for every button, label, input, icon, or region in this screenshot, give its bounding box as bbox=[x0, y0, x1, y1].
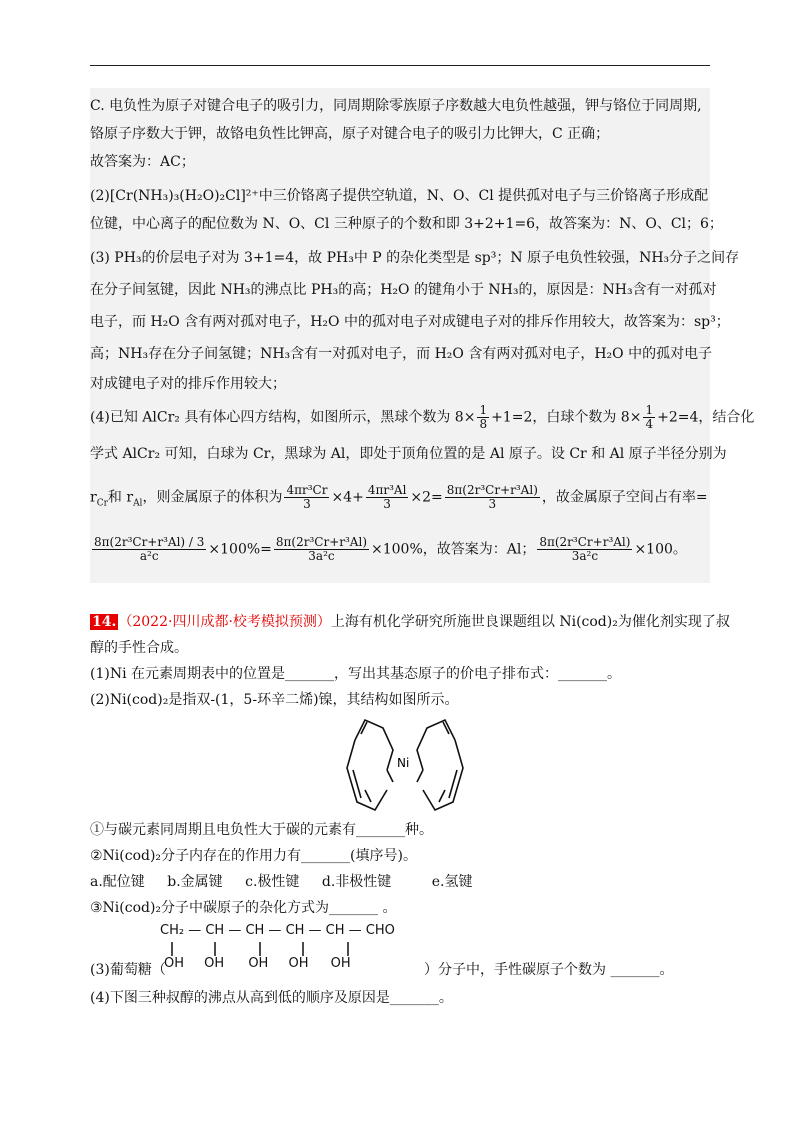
ni-cod-structure bbox=[335, 710, 475, 820]
answer-line: 故答案为：AC； bbox=[90, 154, 195, 170]
question-number: 14. bbox=[92, 614, 117, 630]
question-part-2b: ②Ni(cod)₂分子内存在的作用力有_______(填序号)。 bbox=[90, 848, 417, 864]
question-header bbox=[90, 612, 730, 632]
option-e: e.氢键 bbox=[431, 874, 473, 890]
fraction: $\frac{\text{4πr³Cr}}{3}$ bbox=[286, 483, 328, 511]
answer-line-4: (4)已知 AlCr₂ 具有体心四方结构，如图所示，黑球个数为 8× $\frac{1}{8}$ +1=2，白球个数为 8× $\frac{1}{4}$ +2=4，结合化 bbox=[90, 403, 755, 431]
question-part-2c: ③Ni(cod)₂分子中碳原子的杂化方式为_______ 。 bbox=[90, 900, 397, 916]
answer-line: 在分子间氢键，因此 NH₃的沸点比 PH₃的高；H₂O 的键角小于 NH₃的，原因是：NH₃含有一对孤对 bbox=[90, 282, 717, 298]
answer-line: (2)[Cr(NH₃)₃(H₂O)₂Cl]²⁺中三价铬离子提供空轨道，N、O、Cl 提供孤对电子与三价铬离子形成配 bbox=[90, 188, 709, 204]
ni-label: Ni bbox=[397, 756, 410, 770]
answer-line: 对成键电子对的排斥作用较大； bbox=[90, 376, 286, 392]
fraction: $\frac{\text{8π(2r³Cr+r³Al)}}{\text{3a²c}}$ bbox=[275, 535, 367, 563]
answer-volume-line: $r_{Cr}$和 $r_{Al}$，则金属原子的体积为 $\frac{\text{4πr³Cr}}{3}$ ×4+ $\frac{\text{4πr³Al}}{3}$ ×2= $\frac{\text{8π(2r³Cr+r³Al)}}{3}$ ，故金属原子空间占有率= bbox=[90, 483, 708, 511]
answer-line: 高；NH₃存在分子间氢键；NH₃含有一对孤对电子，而 H₂O 含有两对孤对电子，H₂O 中的孤对电子 bbox=[90, 346, 713, 362]
option-d: d.非极性键 bbox=[321, 874, 392, 890]
question-part-1: (1)Ni 在元素周期表中的位置是_______，写出其基态原子的价电子排布式：_______。 bbox=[90, 666, 622, 682]
question-part-3-end: ）分子中，手性碳原子个数为 _______。 bbox=[424, 962, 674, 978]
fraction: $\frac{\text{8π(2r³Cr+r³Al)}}{3}$ bbox=[446, 483, 538, 511]
options-row bbox=[90, 872, 473, 892]
question-source: （2022·四川成都·校考模拟预测） bbox=[118, 614, 331, 630]
question-part-4: (4)下图三种叔醇的沸点从高到低的顺序及原因是_______。 bbox=[90, 990, 453, 1006]
question-intro: 上海有机化学研究所施世良课题组以 Ni(cod)₂为催化剂实现了叔 bbox=[330, 614, 730, 630]
answer-line: 电子，而 H₂O 含有两对孤对电子，H₂O 中的孤对电子对成键电子对的排斥作用较大，故答案为：sp³； bbox=[90, 314, 730, 330]
fraction: $\frac{1}{8}$ bbox=[479, 403, 488, 431]
option-a: a.配位键 bbox=[90, 874, 145, 890]
answer-line: 位键，中心离子的配位数为 N、O、Cl 三种原子的个数和即 3+2+1=6，故答案为：N、O、Cl；6； bbox=[90, 216, 723, 232]
glucose-oh: OH OH OH OH OH bbox=[164, 956, 351, 971]
option-c: c.极性键 bbox=[245, 874, 300, 890]
fraction: $\frac{\text{4πr³Al}}{3}$ bbox=[367, 483, 407, 511]
option-b: b.金属键 bbox=[167, 874, 223, 890]
fraction: $\frac{\text{8π(2r³Cr+r³Al) / 3}}{\text{a²c}}$ bbox=[94, 535, 205, 563]
question-part-2: (2)Ni(cod)₂是指双-(1，5-环辛二烯)镍，其结构如图所示。 bbox=[90, 692, 459, 708]
question-part-2a: ①与碳元素同周期且电负性大于碳的元素有_______种。 bbox=[90, 822, 433, 838]
glucose-chain: CH₂ — CH — CH — CH — CH — CHO bbox=[160, 923, 395, 938]
question-intro: 醇的手性合成。 bbox=[90, 640, 188, 656]
fraction: $\frac{\text{8π(2r³Cr+r³Al)}}{\text{3a²c}}$ bbox=[539, 535, 631, 563]
answer-line: 学式 AlCr₂ 可知，白球为 Cr，黑球为 Al，即处于顶角位置的是 Al 原子。设 Cr 和 Al 原子半径分别为 bbox=[90, 446, 727, 462]
answer-line: C. 电负性为原子对键合电子的吸引力，同周期除零族原子序数越大电负性越强，钾与铬位于同周期, bbox=[90, 98, 702, 114]
fraction: $\frac{1}{4}$ bbox=[645, 403, 654, 431]
answer-ratio-line: $\frac{\text{8π(2r³Cr+r³Al) / 3}}{\text{a²c}}$ ×100%= $\frac{\text{8π(2r³Cr+r³Al)}}{\text{3a²c}}$ ×100%，故答案为：Al； $\frac{\text{8π(2r³Cr+r³Al)}}{\text{3a²c}}$ ×100。 bbox=[94, 535, 687, 563]
answer-line: (3) PH₃的价层电子对为 3+1=4，故 PH₃中 P 的杂化类型是 sp³；N 原子电负性较强，NH₃分子之间存 bbox=[90, 250, 740, 266]
answer-line: 铬原子序数大于钾，故铬电负性比钾高，原子对键合电子的吸引力比钾大，C 正确； bbox=[90, 126, 610, 142]
question-part-3: (3)葡萄糖（ bbox=[90, 962, 166, 978]
header-rule bbox=[90, 65, 710, 66]
